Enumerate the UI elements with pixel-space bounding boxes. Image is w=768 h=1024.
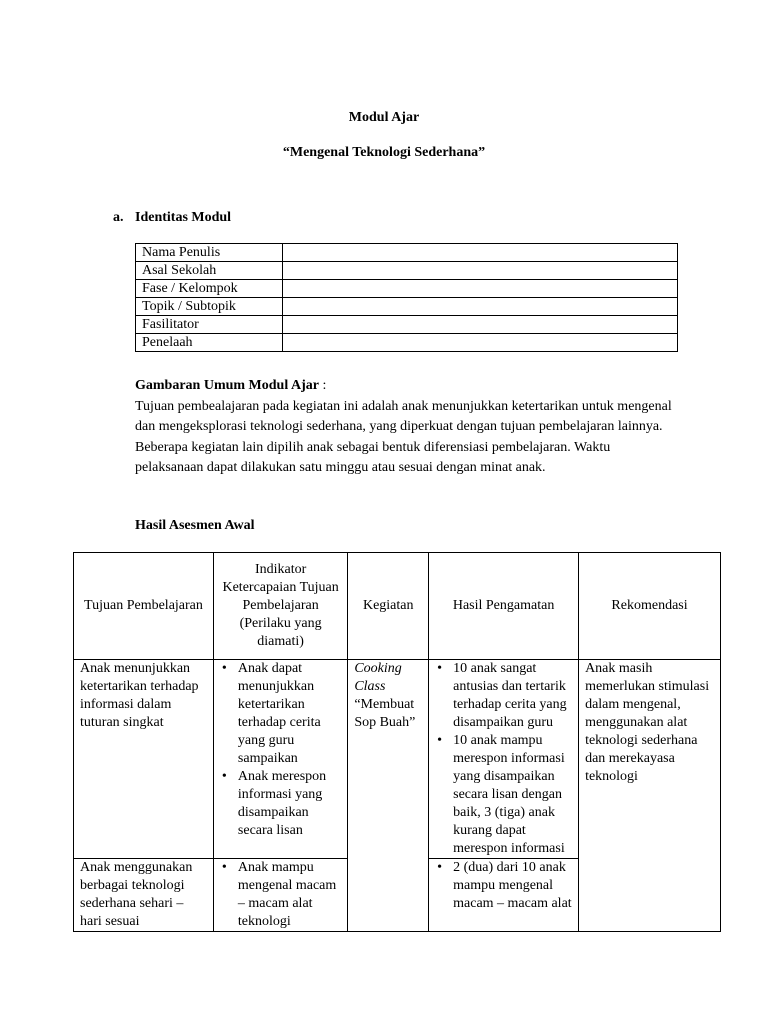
section-a-heading (113, 210, 231, 226)
kegiatan-italic: Cooking Class (354, 661, 402, 694)
table-header-row (74, 553, 721, 660)
table-row (136, 244, 678, 262)
section-a-title: Identitas Modul (135, 210, 232, 225)
list-item: • Anak dapat menunjukkan ketertarikan terhadap cerita yang guru sampaikan (232, 660, 341, 768)
table-row (136, 334, 678, 352)
table-row (136, 298, 678, 316)
gambaran-heading: Gambaran Umum Modul Ajar (135, 378, 319, 393)
gambaran-colon: : (318, 378, 327, 393)
table-row (136, 262, 678, 280)
kegiatan-cell (348, 660, 429, 932)
identitas-label: Penelaah (136, 334, 283, 352)
identitas-label: Fase / Kelompok (136, 280, 283, 298)
header-pengamatan: Hasil Pengamatan (429, 553, 579, 660)
indikator-cell (213, 660, 347, 859)
identitas-label: Nama Penulis (136, 244, 283, 262)
identitas-value (283, 316, 678, 334)
header-tujuan: Tujuan Pembelajaran (74, 553, 214, 660)
header-indikator: Indikator Ketercapaian Tujuan Pembelajaran (Perilaku yang diamati) (213, 553, 347, 660)
gambaran-text: Tujuan pembealajaran pada kegiatan ini adalah anak menunjukkan ketertarikan untuk mengenal dan mengeksplorasi teknologi sederhana, yang diperkuat dengan tujuan pembelajaran lainnya. Beberapa kegiatan lain dipilih anak sebagai bentuk diferensiasi pembelajaran. Waktu pelaksanaan dapat dilakukan satu minggu atau sesuai dengan minat anak. (135, 398, 672, 476)
tujuan-cell: Anak menggunakan berbagai teknologi sederhana sehari – hari sesuai (74, 859, 214, 932)
kegiatan-text: “Membuat Sop Buah” (354, 697, 416, 730)
rekomendasi-cell: Anak masih memerlukan stimulasi dalam mengenal, menggunakan alat teknologi sederhana dan merekayasa teknologi (579, 660, 721, 932)
identitas-value (283, 334, 678, 352)
identitas-label: Asal Sekolah (136, 262, 283, 280)
doc-title: Modul Ajar (348, 110, 420, 125)
list-item: • 2 (dua) dari 10 anak mampu mengenal macam – macam alat (447, 859, 572, 913)
identitas-value (283, 280, 678, 298)
tujuan-cell: Anak menunjukkan ketertarikan terhadap informasi dalam tuturan singkat (74, 660, 214, 859)
header-rekomendasi: Rekomendasi (579, 553, 721, 660)
doc-subtitle: “Mengenal Teknologi Sederhana” (282, 145, 486, 160)
indikator-cell (213, 859, 347, 932)
identitas-value (283, 298, 678, 316)
asesmen-table (73, 552, 721, 932)
table-row (74, 660, 721, 859)
identitas-value (283, 244, 678, 262)
gambaran-umum (135, 376, 675, 479)
list-item: • 10 anak mampu merespon informasi yang disampaikan secara lisan dengan baik, 3 (tiga) anak kurang dapat merespon informasi (447, 732, 572, 858)
identitas-value (283, 262, 678, 280)
identitas-label: Fasilitator (136, 316, 283, 334)
table-row (136, 280, 678, 298)
list-item: • 10 anak sangat antusias dan tertarik terhadap cerita yang disampaikan guru (447, 660, 572, 732)
identitas-label: Topik / Subtopik (136, 298, 283, 316)
list-item: • Anak merespon informasi yang disampaikan secara lisan (232, 768, 341, 840)
pengamatan-cell (429, 859, 579, 932)
pengamatan-cell (429, 660, 579, 859)
identitas-table (135, 243, 678, 352)
hasil-asesmen-heading: Hasil Asesmen Awal (135, 518, 255, 533)
table-row (136, 316, 678, 334)
section-a-number: a. (113, 210, 124, 225)
list-item: • Anak mampu mengenal macam – macam alat teknologi (232, 859, 341, 931)
header-kegiatan: Kegiatan (348, 553, 429, 660)
